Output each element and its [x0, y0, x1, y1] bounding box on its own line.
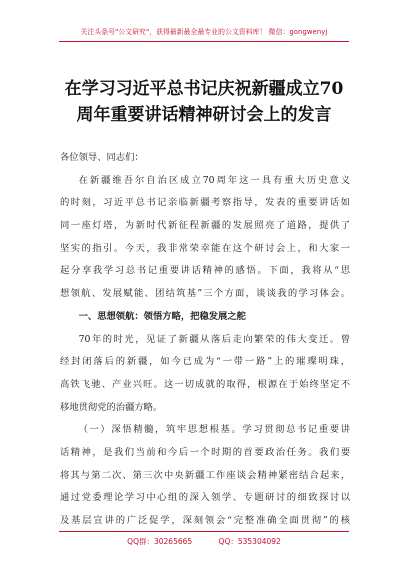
- paragraph-line: 高铁飞驰、产业兴旺。这一切成就的取得，根源在于始终坚定不: [60, 378, 350, 390]
- paragraph-line: 移地贯彻党的治疆方略。: [60, 401, 163, 413]
- paragraph-line: 同一座灯塔，为新时代新征程新疆的发展照亮了道路，提供了: [60, 220, 350, 232]
- footer-banner: [0, 536, 408, 547]
- paragraph-line: 在新疆维吾尔自治区成立70周年这一具有重大历史意义: [78, 174, 350, 186]
- paragraph-line: 话精神，是我们当前和今后一个时期的首要政治任务。我们要: [60, 446, 350, 458]
- paragraph-line: （一）深悟精髓，筑牢思想根基。学习贯彻总书记重要讲: [78, 424, 350, 436]
- paragraph-line: 坚实的指引。今天，我非常荣幸能在这个研讨会上，和大家一: [60, 242, 350, 254]
- salutation: 各位领导、同志们：: [60, 152, 144, 163]
- header-divider: [59, 41, 349, 42]
- document-title: [40, 76, 368, 128]
- paragraph-line: 70年的时光，见证了新疆从落后走向繁荣的伟大变迁。曾: [78, 333, 350, 345]
- footer-divider: [59, 531, 349, 532]
- paragraph-line: 通过党委理论学习中心组的深入领学、专题研讨的细致探讨以: [60, 492, 350, 504]
- section-heading: 一、思想领航：领悟方略，把稳发展之舵: [78, 310, 246, 322]
- document-body: [60, 147, 350, 533]
- paragraph-line: 的时刻，习近平总书记亲临新疆考察指导，发表的重要讲话如: [60, 197, 350, 209]
- paragraph-line: 将其与第二次、第三次中央新疆工作座谈会精神紧密结合起来，: [60, 469, 350, 481]
- paragraph-line: 想领航、发展赋能、团结筑基”三个方面，谈谈我的学习体会。: [60, 288, 350, 300]
- title-line-2: 周年重要讲话精神研讨会上的发言: [76, 105, 332, 125]
- header-banner: 关注头条号"公文研究"，获得最新最全最专业的公文资料库！ 微信：gongwenyj: [80, 28, 328, 36]
- qq-group: QQ群：30265665: [127, 537, 193, 546]
- paragraph-line: 及基层宣讲的广泛促学，深刻领会“完整准确全面贯彻”的核: [60, 515, 350, 526]
- qq-contact: QQ：535304092: [218, 537, 281, 546]
- paragraph-line: 经封闭落后的新疆，如今已成为“一带一路”上的璀璨明珠，: [60, 356, 350, 368]
- title-line-1: 在学习习近平总书记庆祝新疆成立70: [64, 79, 344, 99]
- paragraph-line: 起分享我学习总书记重要讲话精神的感悟。下面，我将从“思: [60, 265, 350, 277]
